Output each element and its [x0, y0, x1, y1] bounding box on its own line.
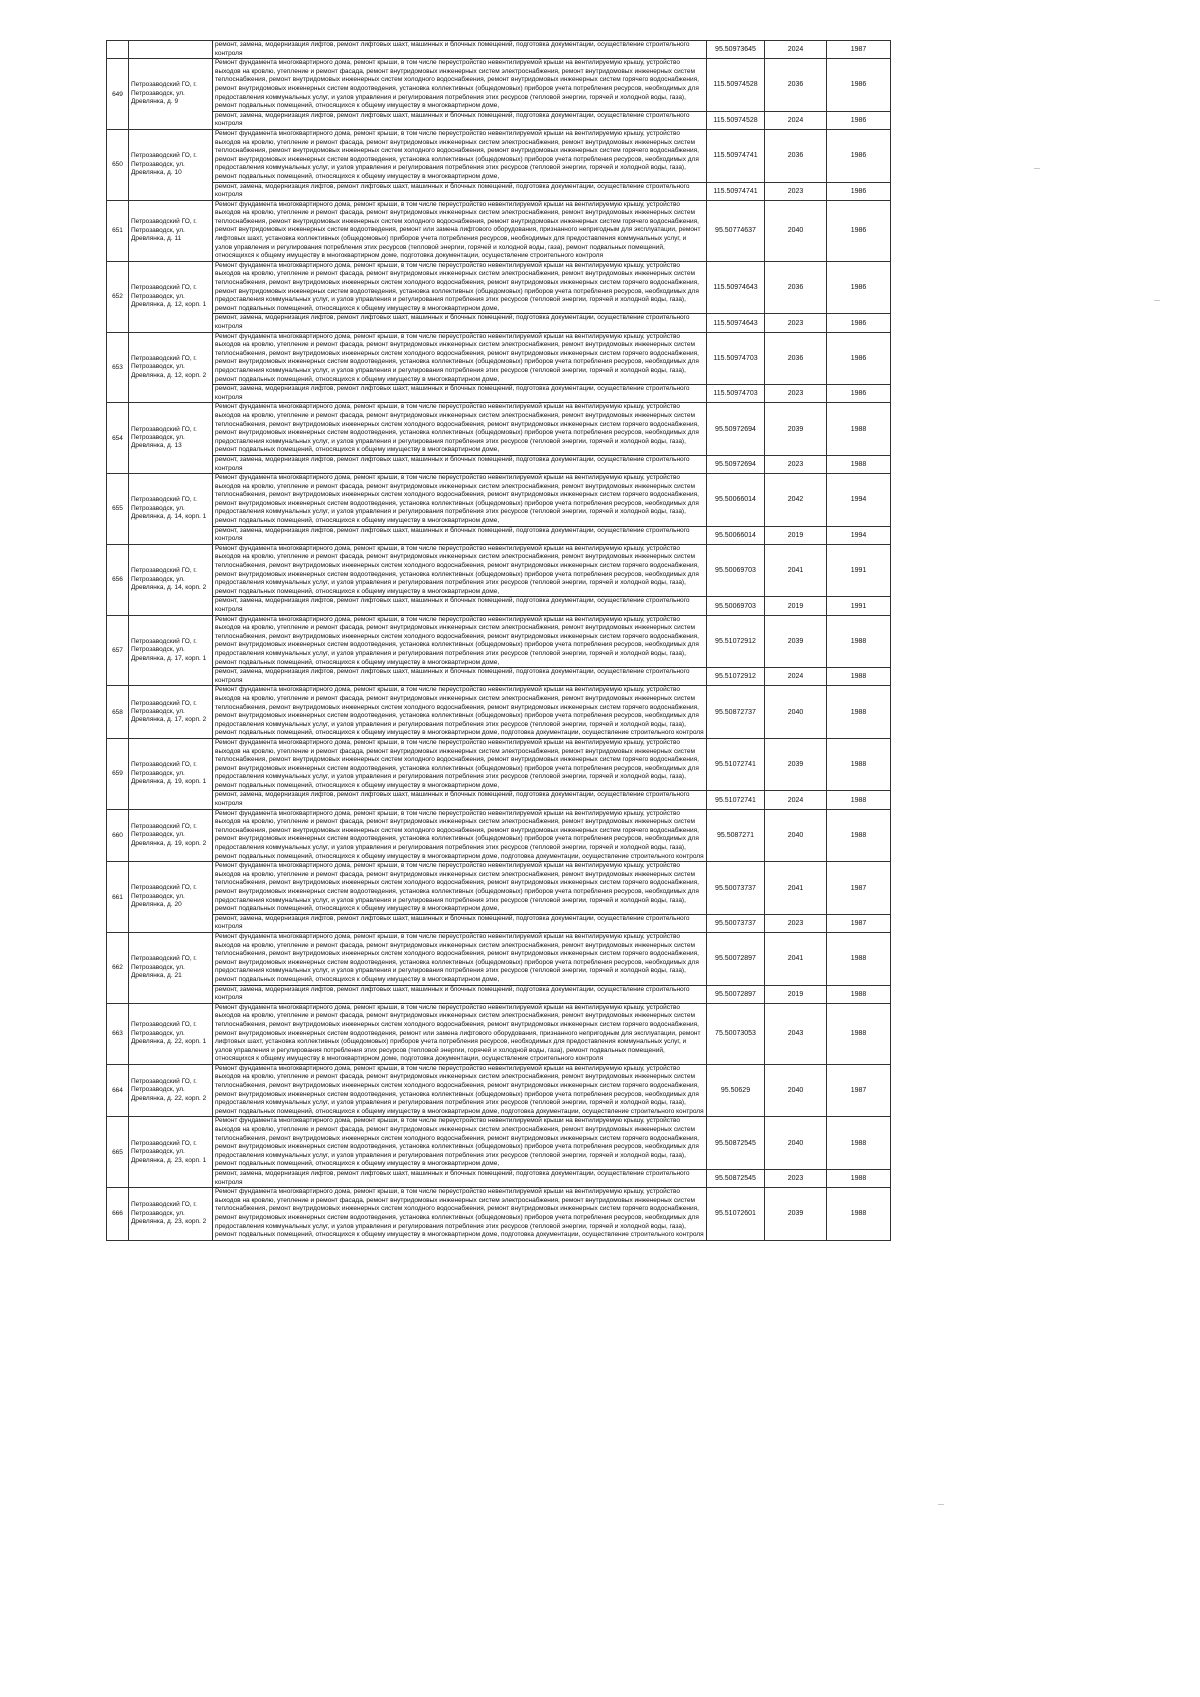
- build-year-cell: 1988: [827, 1188, 891, 1241]
- build-year-cell: 1986: [827, 261, 891, 314]
- planned-year-cell: 2023: [765, 182, 827, 200]
- planned-year-cell: 2024: [765, 111, 827, 129]
- row-number: 664: [107, 1064, 129, 1117]
- table-row: [107, 1188, 891, 1241]
- row-number: 651: [107, 200, 129, 261]
- row-number: 656: [107, 544, 129, 615]
- build-year-cell: 1988: [827, 985, 891, 1003]
- works-description-cell: ремонт, замена, модернизация лифтов, ремонт лифтовых шахт, машинных и блочных помещений, подготовка документации, осуществление строительного контроля: [213, 111, 707, 129]
- build-year-cell: 1987: [827, 862, 891, 915]
- build-year-cell: 1988: [827, 1117, 891, 1170]
- planned-year-cell: 2023: [765, 914, 827, 932]
- table-row: [107, 526, 891, 544]
- address-cell: Петрозаводский ГО, г. Петрозаводск, ул. Древлянка, д. 12, корп. 1: [129, 261, 213, 332]
- cost-cell: 95.51072741: [707, 738, 765, 791]
- build-year-cell: 1988: [827, 1003, 891, 1064]
- cost-cell: 115.50974643: [707, 261, 765, 314]
- build-year-cell: 1988: [827, 932, 891, 985]
- address-cell: Петрозаводский ГО, г. Петрозаводск, ул. Древлянка, д. 19, корп. 1: [129, 738, 213, 809]
- table-row: [107, 791, 891, 809]
- build-year-cell: 1988: [827, 791, 891, 809]
- planned-year-cell: 2023: [765, 1170, 827, 1188]
- planned-year-cell: 2024: [765, 668, 827, 686]
- build-year-cell: 1991: [827, 544, 891, 597]
- build-year-cell: 1988: [827, 615, 891, 668]
- address-cell: Петрозаводский ГО, г. Петрозаводск, ул. Древлянка, д. 19, корп. 2: [129, 809, 213, 862]
- cost-cell: 95.50972694: [707, 455, 765, 473]
- build-year-cell: 1994: [827, 474, 891, 527]
- planned-year-cell: 2036: [765, 261, 827, 314]
- works-description-cell: Ремонт фундамента многоквартирного дома, ремонт крыши, в том числе переустройство невентилируемой крыши на вентилируемую крышу, устройство выходов на кровлю, утепление и ремонт фасада, ремонт внутридомовых инженерных систем электроснабжения, ремонт внутридомовых инженерных систем теплоснабжения, ремонт внутридомовых инженерных систем холодного водоснабжения, ремонт внутридомовых инженерных систем горячего водоснабжения, ремонт внутридомовых инженерных систем водоотведения, установка коллективных (общедомовых) приборов учета потребления ресурсов, необходимых для предоставления коммунальных услуг, и узлов управления и регулирования потребления этих ресурсов (тепловой энергии, горячей и холодной воды, газа), ремонт подвальных помещений, относящихся к общему имуществу в многоквартирном доме,: [213, 332, 707, 385]
- cost-cell: 95.5087271: [707, 809, 765, 862]
- row-number: 660: [107, 809, 129, 862]
- cost-cell: 115.50974643: [707, 314, 765, 332]
- works-description-cell: Ремонт фундамента многоквартирного дома, ремонт крыши, в том числе переустройство невентилируемой крыши на вентилируемую крышу, устройство выходов на кровлю, утепление и ремонт фасада, ремонт внутридомовых инженерных систем электроснабжения, ремонт внутридомовых инженерных систем теплоснабжения, ремонт внутридомовых инженерных систем холодного водоснабжения, ремонт внутридомовых инженерных систем горячего водоснабжения, ремонт внутридомовых инженерных систем водоотведения, установка коллективных (общедомовых) приборов учета потребления ресурсов, необходимых для предоставления коммунальных услуг, и узлов управления и регулирования потребления этих ресурсов (тепловой энергии, горячей и холодной воды, газа), ремонт подвальных помещений, относящихся к общему имуществу в многоквартирном доме,: [213, 615, 707, 668]
- row-number: 663: [107, 1003, 129, 1064]
- scan-mark: [1034, 168, 1040, 169]
- build-year-cell: 1986: [827, 182, 891, 200]
- address-cell: Петрозаводский ГО, г. Петрозаводск, ул. Древлянка, д. 13: [129, 403, 213, 474]
- cost-cell: 115.50974528: [707, 111, 765, 129]
- scan-mark: [938, 1504, 944, 1505]
- table-row: [107, 314, 891, 332]
- build-year-cell: 1986: [827, 111, 891, 129]
- planned-year-cell: 2041: [765, 932, 827, 985]
- table-row: [107, 615, 891, 668]
- planned-year-cell: 2023: [765, 314, 827, 332]
- build-year-cell: 1986: [827, 200, 891, 261]
- address-cell: Петрозаводский ГО, г. Петрозаводск, ул. Древлянка, д. 11: [129, 200, 213, 261]
- cost-cell: 95.50069703: [707, 597, 765, 615]
- row-number: [107, 41, 129, 59]
- row-number: 659: [107, 738, 129, 809]
- planned-year-cell: 2040: [765, 686, 827, 739]
- row-number: 662: [107, 932, 129, 1003]
- cost-cell: 95.50073737: [707, 862, 765, 915]
- build-year-cell: 1988: [827, 738, 891, 791]
- table-row: [107, 41, 891, 59]
- build-year-cell: 1986: [827, 385, 891, 403]
- row-number: 665: [107, 1117, 129, 1188]
- planned-year-cell: 2039: [765, 615, 827, 668]
- table-row: [107, 474, 891, 527]
- address-cell: Петрозаводский ГО, г. Петрозаводск, ул. Древлянка, д. 22, корп. 1: [129, 1003, 213, 1064]
- planned-year-cell: 2019: [765, 597, 827, 615]
- table-row: [107, 809, 891, 862]
- cost-cell: 95.50066014: [707, 526, 765, 544]
- scan-mark: [1154, 300, 1160, 301]
- address-cell: Петрозаводский ГО, г. Петрозаводск, ул. Древлянка, д. 23, корп. 1: [129, 1117, 213, 1188]
- build-year-cell: 1986: [827, 314, 891, 332]
- table-row: [107, 59, 891, 112]
- planned-year-cell: 2039: [765, 403, 827, 456]
- address-cell: Петрозаводский ГО, г. Петрозаводск, ул. Древлянка, д. 10: [129, 129, 213, 200]
- cost-cell: 95.50973645: [707, 41, 765, 59]
- works-description-cell: ремонт, замена, модернизация лифтов, ремонт лифтовых шахт, машинных и блочных помещений, подготовка документации, осуществление строительного контроля: [213, 385, 707, 403]
- row-number: 666: [107, 1188, 129, 1241]
- cost-cell: 95.50872545: [707, 1117, 765, 1170]
- cost-cell: 95.50069703: [707, 544, 765, 597]
- planned-year-cell: 2036: [765, 332, 827, 385]
- cost-cell: 115.50974528: [707, 59, 765, 112]
- cost-cell: 115.50974741: [707, 129, 765, 182]
- table-row: [107, 1170, 891, 1188]
- planned-year-cell: 2040: [765, 200, 827, 261]
- cost-cell: 95.50629: [707, 1064, 765, 1117]
- works-description-cell: Ремонт фундамента многоквартирного дома, ремонт крыши, в том числе переустройство невентилируемой крыши на вентилируемую крышу, устройство выходов на кровлю, утепление и ремонт фасада, ремонт внутридомовых инженерных систем электроснабжения, ремонт внутридомовых инженерных систем теплоснабжения, ремонт внутридомовых инженерных систем холодного водоснабжения, ремонт внутридомовых инженерных систем горячего водоснабжения, ремонт внутридомовых инженерных систем водоотведения, ремонт или замена лифтового оборудования, признанного непригодным для эксплуатации, ремонт лифтовых шахт, установка коллективных (общедомовых) приборов учета потребления ресурсов, необходимых для предоставления коммунальных услуг, и узлов управления и регулирования потребления этих ресурсов (тепловой энергии, горячей и холодной воды, газа), ремонт подвальных помещений, относящихся к общему имуществу в многоквартирном доме, подготовка документации, осуществление строительного контроля: [213, 200, 707, 261]
- works-description-cell: ремонт, замена, модернизация лифтов, ремонт лифтовых шахт, машинных и блочных помещений, подготовка документации, осуществление строительного контроля: [213, 791, 707, 809]
- table-row: [107, 597, 891, 615]
- works-description-cell: Ремонт фундамента многоквартирного дома, ремонт крыши, в том числе переустройство невентилируемой крыши на вентилируемую крышу, устройство выходов на кровлю, утепление и ремонт фасада, ремонт внутридомовых инженерных систем электроснабжения, ремонт внутридомовых инженерных систем теплоснабжения, ремонт внутридомовых инженерных систем холодного водоснабжения, ремонт внутридомовых инженерных систем горячего водоснабжения, ремонт внутридомовых инженерных систем водоотведения, установка коллективных (общедомовых) приборов учета потребления ресурсов, необходимых для предоставления коммунальных услуг, и узлов управления и регулирования потребления этих ресурсов (тепловой энергии, горячей и холодной воды, газа), ремонт подвальных помещений, относящихся к общему имуществу в многоквартирном доме,: [213, 544, 707, 597]
- works-description-cell: Ремонт фундамента многоквартирного дома, ремонт крыши, в том числе переустройство невентилируемой крыши на вентилируемую крышу, устройство выходов на кровлю, утепление и ремонт фасада, ремонт внутридомовых инженерных систем электроснабжения, ремонт внутридомовых инженерных систем теплоснабжения, ремонт внутридомовых инженерных систем холодного водоснабжения, ремонт внутридомовых инженерных систем горячего водоснабжения, ремонт внутридомовых инженерных систем водоотведения, установка коллективных (общедомовых) приборов учета потребления ресурсов, необходимых для предоставления коммунальных услуг, и узлов управления и регулирования потребления этих ресурсов (тепловой энергии, горячей и холодной воды, газа), ремонт подвальных помещений, относящихся к общему имуществу в многоквартирном доме,: [213, 474, 707, 527]
- cost-cell: 95.50073737: [707, 914, 765, 932]
- row-number: 650: [107, 129, 129, 200]
- table-row: [107, 111, 891, 129]
- build-year-cell: 1987: [827, 914, 891, 932]
- table-row: [107, 668, 891, 686]
- build-year-cell: 1988: [827, 809, 891, 862]
- table-row: [107, 686, 891, 739]
- planned-year-cell: 2040: [765, 1117, 827, 1170]
- table-row: [107, 182, 891, 200]
- cost-cell: 95.51072912: [707, 668, 765, 686]
- table-row: [107, 332, 891, 385]
- works-description-cell: ремонт, замена, модернизация лифтов, ремонт лифтовых шахт, машинных и блочных помещений, подготовка документации, осуществление строительного контроля: [213, 182, 707, 200]
- row-number: 661: [107, 862, 129, 933]
- table-row: [107, 261, 891, 314]
- address-cell: Петрозаводский ГО, г. Петрозаводск, ул. Древлянка, д. 20: [129, 862, 213, 933]
- works-description-cell: ремонт, замена, модернизация лифтов, ремонт лифтовых шахт, машинных и блочных помещений, подготовка документации, осуществление строительного контроля: [213, 985, 707, 1003]
- address-cell: Петрозаводский ГО, г. Петрозаводск, ул. Древлянка, д. 21: [129, 932, 213, 1003]
- table-row: [107, 985, 891, 1003]
- works-description-cell: Ремонт фундамента многоквартирного дома, ремонт крыши, в том числе переустройство невентилируемой крыши на вентилируемую крышу, устройство выходов на кровлю, утепление и ремонт фасада, ремонт внутридомовых инженерных систем электроснабжения, ремонт внутридомовых инженерных систем теплоснабжения, ремонт внутридомовых инженерных систем холодного водоснабжения, ремонт внутридомовых инженерных систем горячего водоснабжения, ремонт внутридомовых инженерных систем водоотведения, установка коллективных (общедомовых) приборов учета потребления ресурсов, необходимых для предоставления коммунальных услуг, и узлов управления и регулирования потребления этих ресурсов (тепловой энергии, горячей и холодной воды, газа), ремонт подвальных помещений, относящихся к общему имуществу в многоквартирном доме, подготовка документации, осуществление строительного контроля: [213, 686, 707, 739]
- planned-year-cell: 2041: [765, 862, 827, 915]
- works-description-cell: ремонт, замена, модернизация лифтов, ремонт лифтовых шахт, машинных и блочных помещений, подготовка документации, осуществление строительного контроля: [213, 597, 707, 615]
- cost-cell: 95.50066014: [707, 474, 765, 527]
- table-body: [107, 41, 891, 1241]
- planned-year-cell: 2019: [765, 526, 827, 544]
- row-number: 652: [107, 261, 129, 332]
- works-description-cell: Ремонт фундамента многоквартирного дома, ремонт крыши, в том числе переустройство невентилируемой крыши на вентилируемую крышу, устройство выходов на кровлю, утепление и ремонт фасада, ремонт внутридомовых инженерных систем электроснабжения, ремонт внутридомовых инженерных систем теплоснабжения, ремонт внутридомовых инженерных систем холодного водоснабжения, ремонт внутридомовых инженерных систем горячего водоснабжения, ремонт внутридомовых инженерных систем водоотведения, установка коллективных (общедомовых) приборов учета потребления ресурсов, необходимых для предоставления коммунальных услуг, и узлов управления и регулирования потребления этих ресурсов (тепловой энергии, горячей и холодной воды, газа), ремонт подвальных помещений, относящихся к общему имуществу в многоквартирном доме, подготовка документации, осуществление строительного контроля: [213, 809, 707, 862]
- works-description-cell: ремонт, замена, модернизация лифтов, ремонт лифтовых шахт, машинных и блочных помещений, подготовка документации, осуществление строительного контроля: [213, 314, 707, 332]
- row-number: 657: [107, 615, 129, 686]
- planned-year-cell: 2042: [765, 474, 827, 527]
- table-row: [107, 1003, 891, 1064]
- table-row: [107, 932, 891, 985]
- planned-year-cell: 2024: [765, 791, 827, 809]
- table-row: [107, 129, 891, 182]
- cost-cell: 95.50872545: [707, 1170, 765, 1188]
- cost-cell: 115.50974703: [707, 332, 765, 385]
- works-description-cell: ремонт, замена, модернизация лифтов, ремонт лифтовых шахт, машинных и блочных помещений, подготовка документации, осуществление строительного контроля: [213, 41, 707, 59]
- works-description-cell: Ремонт фундамента многоквартирного дома, ремонт крыши, в том числе переустройство невентилируемой крыши на вентилируемую крышу, устройство выходов на кровлю, утепление и ремонт фасада, ремонт внутридомовых инженерных систем электроснабжения, ремонт внутридомовых инженерных систем теплоснабжения, ремонт внутридомовых инженерных систем холодного водоснабжения, ремонт внутридомовых инженерных систем горячего водоснабжения, ремонт внутридомовых инженерных систем водоотведения, установка коллективных (общедомовых) приборов учета потребления ресурсов, необходимых для предоставления коммунальных услуг, и узлов управления и регулирования потребления этих ресурсов (тепловой энергии, горячей и холодной воды, газа), ремонт подвальных помещений, относящихся к общему имуществу в многоквартирном доме,: [213, 862, 707, 915]
- row-number: 655: [107, 474, 129, 545]
- address-cell: Петрозаводский ГО, г. Петрозаводск, ул. Древлянка, д. 22, корп. 2: [129, 1064, 213, 1117]
- row-number: 653: [107, 332, 129, 403]
- works-description-cell: Ремонт фундамента многоквартирного дома, ремонт крыши, в том числе переустройство невентилируемой крыши на вентилируемую крышу, устройство выходов на кровлю, утепление и ремонт фасада, ремонт внутридомовых инженерных систем электроснабжения, ремонт внутридомовых инженерных систем теплоснабжения, ремонт внутридомовых инженерных систем холодного водоснабжения, ремонт внутридомовых инженерных систем горячего водоснабжения, ремонт внутридомовых инженерных систем водоотведения, установка коллективных (общедомовых) приборов учета потребления ресурсов, необходимых для предоставления коммунальных услуг, и узлов управления и регулирования потребления этих ресурсов (тепловой энергии, горячей и холодной воды, газа), ремонт подвальных помещений, относящихся к общему имуществу в многоквартирном доме,: [213, 932, 707, 985]
- repair-schedule-table: [106, 40, 891, 1241]
- row-number: 649: [107, 59, 129, 130]
- build-year-cell: 1994: [827, 526, 891, 544]
- planned-year-cell: 2041: [765, 544, 827, 597]
- planned-year-cell: 2019: [765, 985, 827, 1003]
- cost-cell: 95.50072897: [707, 985, 765, 1003]
- planned-year-cell: 2039: [765, 1188, 827, 1241]
- build-year-cell: 1986: [827, 59, 891, 112]
- table-row: [107, 914, 891, 932]
- works-description-cell: ремонт, замена, модернизация лифтов, ремонт лифтовых шахт, машинных и блочных помещений, подготовка документации, осуществление строительного контроля: [213, 914, 707, 932]
- build-year-cell: 1988: [827, 403, 891, 456]
- planned-year-cell: 2023: [765, 455, 827, 473]
- address-cell: Петрозаводский ГО, г. Петрозаводск, ул. Древлянка, д. 23, корп. 2: [129, 1188, 213, 1241]
- table-row: [107, 455, 891, 473]
- address-cell: [129, 41, 213, 59]
- table-row: [107, 403, 891, 456]
- planned-year-cell: 2023: [765, 385, 827, 403]
- works-description-cell: Ремонт фундамента многоквартирного дома, ремонт крыши, в том числе переустройство невентилируемой крыши на вентилируемую крышу, устройство выходов на кровлю, утепление и ремонт фасада, ремонт внутридомовых инженерных систем электроснабжения, ремонт внутридомовых инженерных систем теплоснабжения, ремонт внутридомовых инженерных систем холодного водоснабжения, ремонт внутридомовых инженерных систем горячего водоснабжения, ремонт внутридомовых инженерных систем водоотведения, установка коллективных (общедомовых) приборов учета потребления ресурсов, необходимых для предоставления коммунальных услуг, и узлов управления и регулирования потребления этих ресурсов (тепловой энергии, горячей и холодной воды, газа), ремонт подвальных помещений, относящихся к общему имуществу в многоквартирном доме,: [213, 403, 707, 456]
- cost-cell: 95.50972694: [707, 403, 765, 456]
- works-description-cell: Ремонт фундамента многоквартирного дома, ремонт крыши, в том числе переустройство невентилируемой крыши на вентилируемую крышу, устройство выходов на кровлю, утепление и ремонт фасада, ремонт внутридомовых инженерных систем электроснабжения, ремонт внутридомовых инженерных систем теплоснабжения, ремонт внутридомовых инженерных систем холодного водоснабжения, ремонт внутридомовых инженерных систем горячего водоснабжения, ремонт внутридомовых инженерных систем водоотведения, установка коллективных (общедомовых) приборов учета потребления ресурсов, необходимых для предоставления коммунальных услуг, и узлов управления и регулирования потребления этих ресурсов (тепловой энергии, горячей и холодной воды, газа), ремонт подвальных помещений, относящихся к общему имуществу в многоквартирном доме, подготовка документации, осуществление строительного контроля: [213, 1064, 707, 1117]
- build-year-cell: 1986: [827, 332, 891, 385]
- planned-year-cell: 2024: [765, 41, 827, 59]
- build-year-cell: 1987: [827, 1064, 891, 1117]
- works-description-cell: ремонт, замена, модернизация лифтов, ремонт лифтовых шахт, машинных и блочных помещений, подготовка документации, осуществление строительного контроля: [213, 455, 707, 473]
- cost-cell: 95.51072601: [707, 1188, 765, 1241]
- cost-cell: 95.50072897: [707, 932, 765, 985]
- works-description-cell: Ремонт фундамента многоквартирного дома, ремонт крыши, в том числе переустройство невентилируемой крыши на вентилируемую крышу, устройство выходов на кровлю, утепление и ремонт фасада, ремонт внутридомовых инженерных систем электроснабжения, ремонт внутридомовых инженерных систем теплоснабжения, ремонт внутридомовых инженерных систем холодного водоснабжения, ремонт внутридомовых инженерных систем горячего водоснабжения, ремонт внутридомовых инженерных систем водоотведения, установка коллективных (общедомовых) приборов учета потребления ресурсов, необходимых для предоставления коммунальных услуг, и узлов управления и регулирования потребления этих ресурсов (тепловой энергии, горячей и холодной воды, газа), ремонт подвальных помещений, относящихся к общему имуществу в многоквартирном доме,: [213, 261, 707, 314]
- planned-year-cell: 2036: [765, 129, 827, 182]
- planned-year-cell: 2040: [765, 809, 827, 862]
- address-cell: Петрозаводский ГО, г. Петрозаводск, ул. Древлянка, д. 17, корп. 2: [129, 686, 213, 739]
- address-cell: Петрозаводский ГО, г. Петрозаводск, ул. Древлянка, д. 9: [129, 59, 213, 130]
- cost-cell: 115.50974741: [707, 182, 765, 200]
- table-row: [107, 200, 891, 261]
- works-description-cell: Ремонт фундамента многоквартирного дома, ремонт крыши, в том числе переустройство невентилируемой крыши на вентилируемую крышу, устройство выходов на кровлю, утепление и ремонт фасада, ремонт внутридомовых инженерных систем электроснабжения, ремонт внутридомовых инженерных систем теплоснабжения, ремонт внутридомовых инженерных систем холодного водоснабжения, ремонт внутридомовых инженерных систем горячего водоснабжения, ремонт внутридомовых инженерных систем водоотведения, установка коллективных (общедомовых) приборов учета потребления ресурсов, необходимых для предоставления коммунальных услуг, и узлов управления и регулирования потребления этих ресурсов (тепловой энергии, горячей и холодной воды, газа), ремонт подвальных помещений, относящихся к общему имуществу в многоквартирном доме,: [213, 59, 707, 112]
- address-cell: Петрозаводский ГО, г. Петрозаводск, ул. Древлянка, д. 14, корп. 1: [129, 474, 213, 545]
- cost-cell: 95.50872737: [707, 686, 765, 739]
- works-description-cell: Ремонт фундамента многоквартирного дома, ремонт крыши, в том числе переустройство невентилируемой крыши на вентилируемую крышу, устройство выходов на кровлю, утепление и ремонт фасада, ремонт внутридомовых инженерных систем электроснабжения, ремонт внутридомовых инженерных систем теплоснабжения, ремонт внутридомовых инженерных систем холодного водоснабжения, ремонт внутридомовых инженерных систем горячего водоснабжения, ремонт внутридомовых инженерных систем водоотведения, установка коллективных (общедомовых) приборов учета потребления ресурсов, необходимых для предоставления коммунальных услуг, и узлов управления и регулирования потребления этих ресурсов (тепловой энергии, горячей и холодной воды, газа), ремонт подвальных помещений, относящихся к общему имуществу в многоквартирном доме,: [213, 129, 707, 182]
- works-description-cell: Ремонт фундамента многоквартирного дома, ремонт крыши, в том числе переустройство невентилируемой крыши на вентилируемую крышу, устройство выходов на кровлю, утепление и ремонт фасада, ремонт внутридомовых инженерных систем электроснабжения, ремонт внутридомовых инженерных систем теплоснабжения, ремонт внутридомовых инженерных систем холодного водоснабжения, ремонт внутридомовых инженерных систем горячего водоснабжения, ремонт внутридомовых инженерных систем водоотведения, установка коллективных (общедомовых) приборов учета потребления ресурсов, необходимых для предоставления коммунальных услуг, и узлов управления и регулирования потребления этих ресурсов (тепловой энергии, горячей и холодной воды, газа), ремонт подвальных помещений, относящихся к общему имуществу в многоквартирном доме, подготовка документации, осуществление строительного контроля: [213, 1188, 707, 1241]
- table-row: [107, 1064, 891, 1117]
- document-page: [106, 40, 890, 1241]
- build-year-cell: 1988: [827, 455, 891, 473]
- works-description-cell: Ремонт фундамента многоквартирного дома, ремонт крыши, в том числе переустройство невентилируемой крыши на вентилируемую крышу, устройство выходов на кровлю, утепление и ремонт фасада, ремонт внутридомовых инженерных систем электроснабжения, ремонт внутридомовых инженерных систем теплоснабжения, ремонт внутридомовых инженерных систем холодного водоснабжения, ремонт внутридомовых инженерных систем горячего водоснабжения, ремонт внутридомовых инженерных систем водоотведения, установка коллективных (общедомовых) приборов учета потребления ресурсов, необходимых для предоставления коммунальных услуг, и узлов управления и регулирования потребления этих ресурсов (тепловой энергии, горячей и холодной воды, газа), ремонт подвальных помещений, относящихся к общему имуществу в многоквартирном доме,: [213, 1117, 707, 1170]
- planned-year-cell: 2036: [765, 59, 827, 112]
- planned-year-cell: 2043: [765, 1003, 827, 1064]
- cost-cell: 95.51072912: [707, 615, 765, 668]
- build-year-cell: 1987: [827, 41, 891, 59]
- planned-year-cell: 2039: [765, 738, 827, 791]
- table-row: [107, 862, 891, 915]
- address-cell: Петрозаводский ГО, г. Петрозаводск, ул. Древлянка, д. 17, корп. 1: [129, 615, 213, 686]
- table-row: [107, 385, 891, 403]
- build-year-cell: 1988: [827, 1170, 891, 1188]
- planned-year-cell: 2040: [765, 1064, 827, 1117]
- works-description-cell: ремонт, замена, модернизация лифтов, ремонт лифтовых шахт, машинных и блочных помещений, подготовка документации, осуществление строительного контроля: [213, 1170, 707, 1188]
- cost-cell: 75.50073053: [707, 1003, 765, 1064]
- works-description-cell: ремонт, замена, модернизация лифтов, ремонт лифтовых шахт, машинных и блочных помещений, подготовка документации, осуществление строительного контроля: [213, 526, 707, 544]
- build-year-cell: 1988: [827, 668, 891, 686]
- table-row: [107, 544, 891, 597]
- build-year-cell: 1991: [827, 597, 891, 615]
- address-cell: Петрозаводский ГО, г. Петрозаводск, ул. Древлянка, д. 14, корп. 2: [129, 544, 213, 615]
- table-row: [107, 1117, 891, 1170]
- row-number: 654: [107, 403, 129, 474]
- row-number: 658: [107, 686, 129, 739]
- address-cell: Петрозаводский ГО, г. Петрозаводск, ул. Древлянка, д. 12, корп. 2: [129, 332, 213, 403]
- works-description-cell: Ремонт фундамента многоквартирного дома, ремонт крыши, в том числе переустройство невентилируемой крыши на вентилируемую крышу, устройство выходов на кровлю, утепление и ремонт фасада, ремонт внутридомовых инженерных систем электроснабжения, ремонт внутридомовых инженерных систем теплоснабжения, ремонт внутридомовых инженерных систем холодного водоснабжения, ремонт внутридомовых инженерных систем горячего водоснабжения, ремонт внутридомовых инженерных систем водоотведения, ремонт или замена лифтового оборудования, признанного непригодным для эксплуатации, ремонт лифтовых шахт, установка коллективных (общедомовых) приборов учета потребления ресурсов, необходимых для предоставления коммунальных услуг, и узлов управления и регулирования потребления этих ресурсов (тепловой энергии, горячей и холодной воды, газа), ремонт подвальных помещений, относящихся к общему имуществу в многоквартирном доме, подготовка документации, осуществление строительного контроля: [213, 1003, 707, 1064]
- cost-cell: 95.51072741: [707, 791, 765, 809]
- cost-cell: 115.50974703: [707, 385, 765, 403]
- works-description-cell: Ремонт фундамента многоквартирного дома, ремонт крыши, в том числе переустройство невентилируемой крыши на вентилируемую крышу, устройство выходов на кровлю, утепление и ремонт фасада, ремонт внутридомовых инженерных систем электроснабжения, ремонт внутридомовых инженерных систем теплоснабжения, ремонт внутридомовых инженерных систем холодного водоснабжения, ремонт внутридомовых инженерных систем горячего водоснабжения, ремонт внутридомовых инженерных систем водоотведения, установка коллективных (общедомовых) приборов учета потребления ресурсов, необходимых для предоставления коммунальных услуг, и узлов управления и регулирования потребления этих ресурсов (тепловой энергии, горячей и холодной воды, газа), ремонт подвальных помещений, относящихся к общему имуществу в многоквартирном доме,: [213, 738, 707, 791]
- works-description-cell: ремонт, замена, модернизация лифтов, ремонт лифтовых шахт, машинных и блочных помещений, подготовка документации, осуществление строительного контроля: [213, 668, 707, 686]
- build-year-cell: 1988: [827, 686, 891, 739]
- cost-cell: 95.50774637: [707, 200, 765, 261]
- table-row: [107, 738, 891, 791]
- build-year-cell: 1986: [827, 129, 891, 182]
